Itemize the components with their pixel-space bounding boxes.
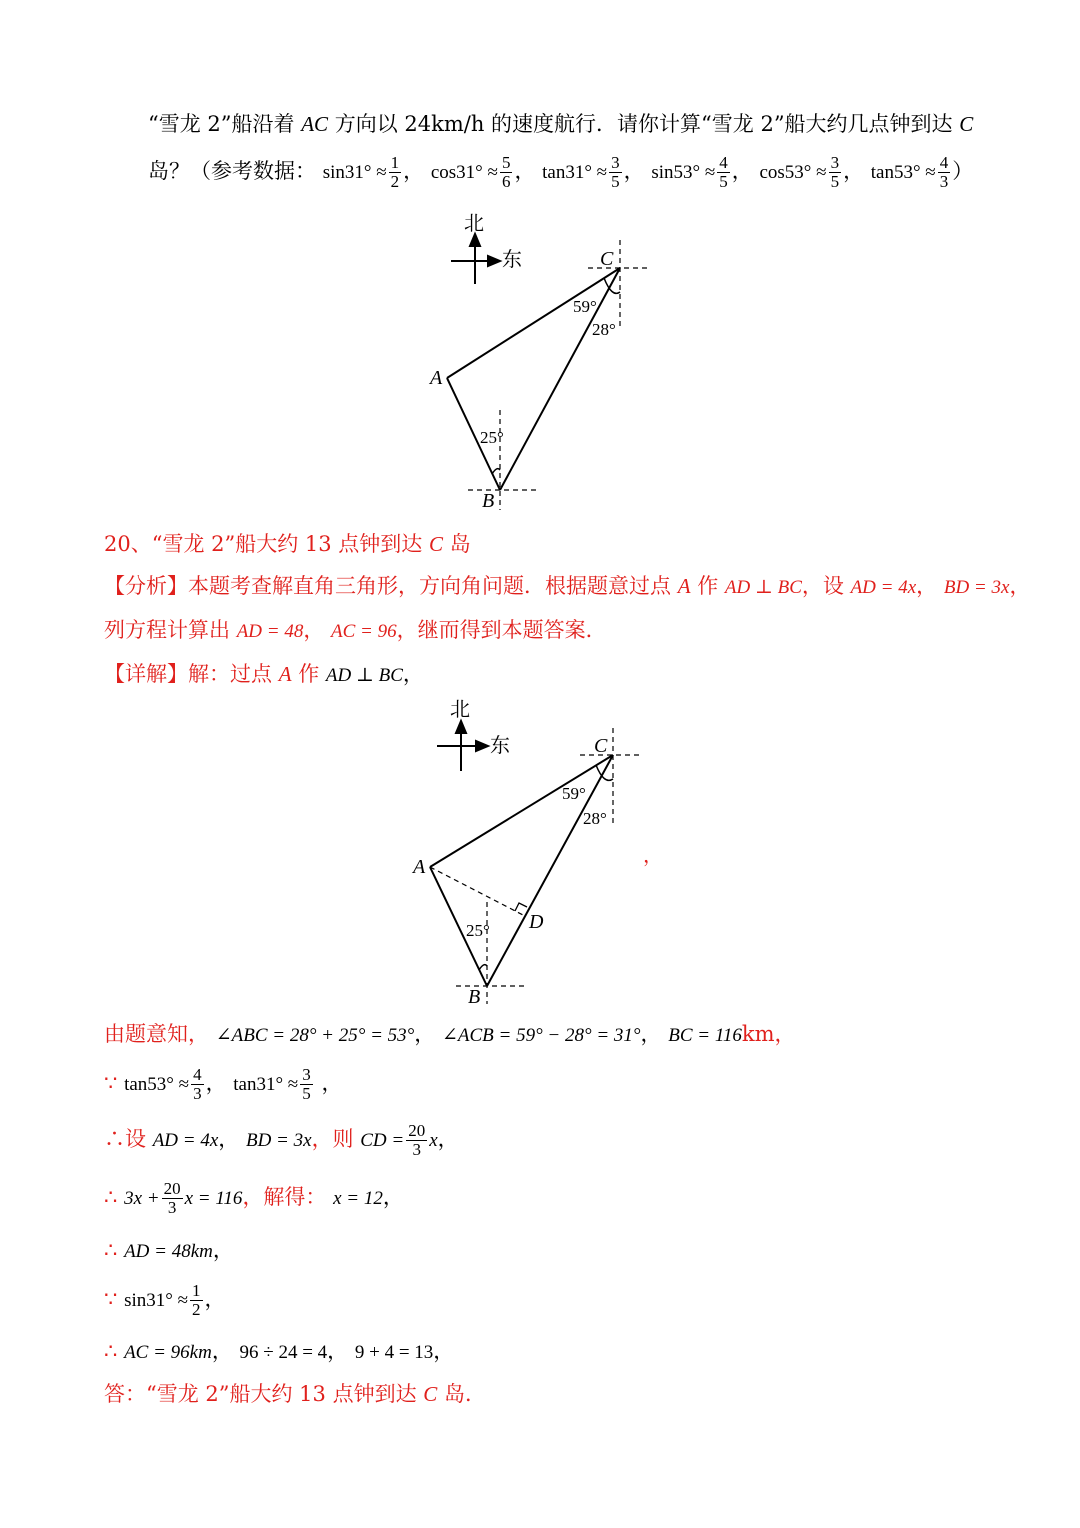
- step-text: ，: [433, 1339, 455, 1363]
- math-expr: x: [429, 1129, 438, 1151]
- label-d: D: [529, 911, 544, 933]
- denominator: 3: [939, 171, 949, 191]
- because-symbol: ∵: [104, 1070, 118, 1095]
- numerator: 5: [501, 153, 511, 172]
- math-expr: AD ⊥ BC: [325, 665, 403, 686]
- fraction: [162, 1180, 183, 1217]
- math-expr: ∠ACB = 59° − 28° = 31°: [441, 1025, 641, 1046]
- final-answer: [104, 1384, 486, 1405]
- math-expr: x = 12: [333, 1187, 383, 1209]
- analysis-text: ，继而得到本题答案．: [396, 618, 607, 642]
- fraction: [190, 1282, 203, 1319]
- math-expr: AD = 4x: [152, 1129, 219, 1151]
- problem-text: 岛？（参考数据：: [148, 158, 316, 183]
- ref-cos31: cos31° ≈: [430, 161, 498, 183]
- denominator: 5: [719, 171, 728, 191]
- step-text: ，: [321, 1070, 343, 1095]
- separator: ，: [403, 158, 425, 183]
- separator: ，: [623, 158, 645, 183]
- label-b: B: [482, 490, 495, 512]
- therefore-symbol: ∴: [104, 1126, 125, 1151]
- step-text: km，: [741, 1022, 796, 1046]
- denominator: 2: [390, 171, 400, 191]
- angle-28-label: 28°: [583, 809, 607, 828]
- math-expr: BD = 3x: [943, 577, 1010, 598]
- separator: ，: [514, 158, 536, 183]
- math-expr: x = 116: [184, 1187, 243, 1209]
- math-expr: AD ⊥ BC: [724, 577, 802, 598]
- separator: ）: [952, 158, 974, 183]
- step-text: ，: [640, 1022, 662, 1046]
- step-4: [104, 1180, 404, 1217]
- math-expr: AC = 96km: [124, 1342, 212, 1363]
- point-c: C: [959, 112, 974, 136]
- analysis-tag: 【分析】: [104, 574, 188, 598]
- figure-2: [0, 690, 1080, 1010]
- label-a: A: [413, 856, 426, 878]
- step-text: ，: [414, 1022, 436, 1046]
- separator: ，: [843, 158, 865, 183]
- math-expr: ∠ABC = 28° + 25° = 53°: [215, 1025, 415, 1046]
- numerator: 1: [390, 153, 400, 172]
- step-text: ，: [437, 1126, 459, 1151]
- denominator: 3: [193, 1083, 202, 1103]
- step-7: [104, 1341, 454, 1362]
- fraction: [191, 1066, 204, 1103]
- north-label: 北: [450, 699, 470, 721]
- label-a: A: [430, 367, 443, 389]
- step-text: ，: [204, 1286, 226, 1311]
- denominator: 5: [611, 171, 620, 191]
- angle-arc: [479, 965, 487, 970]
- detail-text: 解：过点: [188, 662, 272, 686]
- label-c: C: [600, 248, 614, 270]
- compass-icon: [451, 234, 500, 284]
- ref-cos53: cos53° ≈: [759, 161, 827, 183]
- step-1: [104, 1024, 796, 1045]
- analysis-text: 作: [697, 574, 719, 598]
- denominator: 3: [412, 1139, 421, 1159]
- ref-tan53: tan53° ≈: [870, 161, 936, 183]
- step-text: 由题意知，: [104, 1022, 209, 1046]
- problem-text: 方向以 24km/h 的速度航行．请你计算“雪龙 2”船大约几点钟到达: [334, 112, 953, 136]
- ref-tan31: tan31° ≈: [542, 161, 608, 183]
- math-expr: 9 + 4 = 13: [354, 1342, 434, 1363]
- math-expr: AD = 48km: [124, 1241, 213, 1262]
- detail-line: [104, 664, 424, 685]
- step-text: ，: [211, 1339, 233, 1363]
- segment-ac: AC: [301, 112, 329, 136]
- step-text: ，解得：: [242, 1184, 327, 1209]
- separator: ，: [731, 158, 753, 183]
- final-text: 岛．: [443, 1382, 486, 1406]
- label-b: B: [468, 986, 481, 1008]
- math-expr: 3x +: [124, 1187, 160, 1209]
- math-expr: AC = 96: [331, 621, 397, 642]
- numerator: 4: [193, 1065, 202, 1084]
- numerator: 3: [611, 153, 620, 172]
- step-text: ，: [382, 1184, 404, 1209]
- step-text: ，: [218, 1126, 240, 1151]
- step-6: [104, 1282, 226, 1319]
- point-a: A: [278, 662, 292, 686]
- denominator: 5: [830, 171, 840, 191]
- label-c: C: [594, 735, 608, 757]
- step-text: ，: [327, 1339, 349, 1363]
- east-label: 东: [502, 249, 522, 271]
- denominator: 6: [501, 171, 511, 191]
- step-text: ，: [205, 1070, 227, 1095]
- numerator: 20: [408, 1121, 426, 1140]
- numerator: 3: [830, 153, 840, 172]
- math-expr: AD = 48: [236, 621, 304, 642]
- step-text: ，: [212, 1238, 234, 1262]
- angle-59-label: 59°: [562, 784, 586, 803]
- analysis-text: 本题考查解直角三角形，方向角问题．根据题意过点: [188, 574, 671, 598]
- trailing-comma: ，: [643, 845, 663, 867]
- analysis-text: ，: [916, 574, 938, 598]
- analysis-text: 列方程计算出: [104, 618, 230, 642]
- numerator: 4: [719, 153, 728, 172]
- step-text: 设: [125, 1126, 146, 1151]
- therefore-symbol: ∴: [104, 1339, 118, 1363]
- fraction: [406, 1122, 427, 1159]
- analysis-text: ，: [303, 618, 325, 642]
- angle-25-label: 25°: [466, 921, 490, 940]
- math-expr: AD = 4x: [850, 577, 917, 598]
- math-expr: tan53° ≈: [124, 1073, 190, 1095]
- math-expr: tan31° ≈: [233, 1073, 299, 1095]
- detail-tag: 【详解】: [104, 662, 188, 686]
- denominator: 5: [302, 1083, 311, 1103]
- angle-25-label: 25°: [480, 428, 504, 447]
- figure-1: [0, 0, 1080, 520]
- math-expr: BD = 3x: [245, 1129, 312, 1151]
- ref-sin53: sin53° ≈: [651, 161, 716, 183]
- analysis-line-1: [104, 576, 1030, 597]
- point-a: A: [677, 574, 691, 598]
- point-c: C: [423, 1382, 438, 1406]
- angle-59-label: 59°: [573, 297, 597, 316]
- north-label: 北: [464, 213, 484, 235]
- heading-text: 岛: [449, 532, 471, 556]
- analysis-text: ，: [1009, 574, 1031, 598]
- math-expr: sin31° ≈: [124, 1289, 189, 1311]
- therefore-symbol: ∴: [104, 1238, 118, 1262]
- because-symbol: ∵: [104, 1286, 118, 1311]
- analysis-text: ，设: [801, 574, 844, 598]
- math-expr: CD =: [360, 1129, 405, 1151]
- step-2: [104, 1066, 342, 1103]
- detail-text: 作: [298, 662, 320, 686]
- step-3: [104, 1122, 459, 1159]
- angle-arc: [492, 469, 500, 474]
- angle-28-label: 28°: [592, 320, 616, 339]
- step-text: ，则: [311, 1126, 354, 1151]
- problem-text: “雪龙 2”船沿着: [148, 112, 295, 136]
- numerator: 20: [163, 1179, 181, 1198]
- right-angle-mark: [515, 903, 527, 911]
- final-text: 答：“雪龙 2”船大约 13 点钟到达: [104, 1382, 417, 1406]
- therefore-symbol: ∴: [104, 1184, 118, 1209]
- numerator: 3: [302, 1065, 311, 1084]
- step-5: [104, 1240, 234, 1261]
- ref-sin31: sin31° ≈: [322, 161, 387, 183]
- answer-heading: [104, 534, 471, 555]
- angle-arc: [596, 765, 613, 780]
- math-expr: 96 ÷ 24 = 4: [239, 1342, 328, 1363]
- analysis-line-2: [104, 620, 607, 641]
- fraction: [300, 1066, 313, 1103]
- math-expr: BC = 116: [668, 1025, 742, 1046]
- numerator: 1: [192, 1281, 201, 1300]
- compass-icon: [437, 721, 488, 771]
- east-label: 东: [490, 735, 510, 757]
- point-c: C: [429, 532, 444, 556]
- denominator: 3: [167, 1197, 177, 1217]
- detail-text: ，: [402, 662, 424, 686]
- denominator: 2: [192, 1299, 201, 1319]
- numerator: 4: [939, 153, 949, 172]
- heading-text: 20、“雪龙 2”船大约 13 点钟到达: [104, 532, 423, 556]
